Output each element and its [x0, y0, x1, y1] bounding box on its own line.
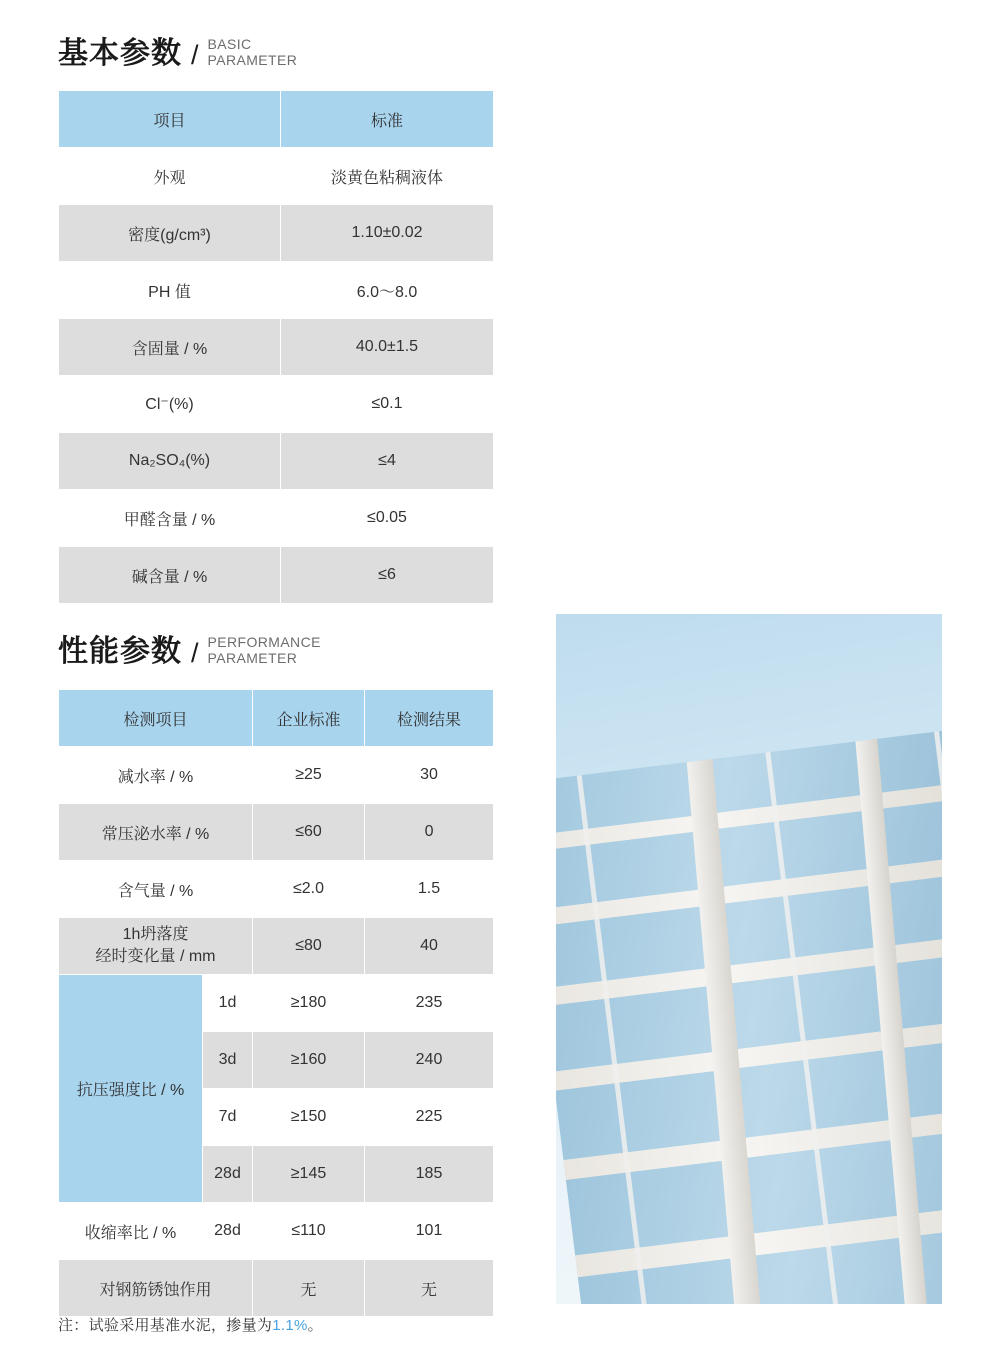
perf-row-9-item: 对钢筋锈蚀作用 [59, 1260, 253, 1317]
perf-header-item: 检测项目 [59, 690, 253, 747]
perf-row-7-age: 28d [203, 1146, 253, 1203]
perf-row-3-item [59, 918, 253, 975]
perf-row-3-result: 40 [365, 918, 494, 975]
perf-row-4-age: 1d [203, 975, 253, 1032]
perf-header-result: 检测结果 [365, 690, 494, 747]
table-row [59, 1203, 494, 1260]
performance-parameter-table [58, 689, 494, 1317]
perf-row-6-result: 225 [365, 1089, 494, 1146]
perf-row-2-result: 1.5 [365, 861, 494, 918]
table-row [59, 319, 494, 376]
building-facade [556, 720, 942, 1304]
table-row [59, 1260, 494, 1317]
basic-header-item: 项目 [59, 91, 281, 148]
basic-heading-en-line1: BASIC [207, 36, 252, 52]
perf-row-8-age: 28d [203, 1203, 253, 1260]
perf-row-0-standard: ≥25 [253, 747, 365, 804]
basic-parameter-table [58, 90, 494, 604]
perf-row-4-result: 235 [365, 975, 494, 1032]
perf-row-1-standard: ≤60 [253, 804, 365, 861]
perf-row-9-standard: 无 [253, 1260, 365, 1317]
perf-row-8-item: 收缩率比 / % [59, 1203, 203, 1260]
basic-heading-zh: 基本参数 [58, 37, 182, 71]
building-photo [556, 614, 942, 1304]
perf-strength-group-label: 抗压强度比 / % [59, 975, 203, 1203]
table-row [59, 804, 494, 861]
perf-row-2-item: 含气量 / % [59, 861, 253, 918]
basic-row-7-standard: ≤6 [281, 547, 494, 604]
basic-row-2-standard: 6.0～8.0 [281, 262, 494, 319]
table-row [59, 376, 494, 433]
table-row [59, 918, 494, 975]
basic-heading-en-line2: PARAMETER [207, 52, 298, 69]
perf-row-2-standard: ≤2.0 [253, 861, 365, 918]
perf-row-8-standard: ≤110 [253, 1203, 365, 1260]
table-row [59, 205, 494, 262]
table-header-row [59, 91, 494, 148]
perf-row-4-standard: ≥180 [253, 975, 365, 1032]
performance-heading-zh: 性能参数 [58, 635, 182, 669]
perf-row-1-item: 常压泌水率 / % [59, 804, 253, 861]
table-row [59, 975, 494, 1032]
table-row [59, 747, 494, 804]
basic-row-4-standard: ≤0.1 [281, 376, 494, 433]
basic-row-7-item: 碱含量 / % [59, 547, 281, 604]
basic-heading-en [208, 36, 298, 69]
perf-row-7-standard: ≥145 [253, 1146, 365, 1203]
table-header-row [59, 690, 494, 747]
perf-row-5-result: 240 [365, 1032, 494, 1089]
basic-row-6-item: 甲醛含量 / % [59, 490, 281, 547]
perf-row-3-item-line1: 1h坍落度 [122, 926, 189, 944]
perf-row-3-item-line2: 经时变化量 / mm [95, 948, 216, 965]
basic-row-1-item: 密度(g/cm³) [59, 205, 281, 262]
basic-row-0-standard: 淡黄色粘稠液体 [281, 148, 494, 205]
basic-row-5-item: Na₂SO₄(%) [59, 433, 281, 490]
basic-heading-slash: / [191, 40, 199, 71]
basic-row-3-standard: 40.0±1.5 [281, 319, 494, 376]
table-row [59, 148, 494, 205]
perf-row-8-result: 101 [365, 1203, 494, 1260]
table-row [59, 433, 494, 490]
basic-parameter-heading [58, 36, 297, 69]
basic-row-6-standard: ≤0.05 [281, 490, 494, 547]
performance-heading-slash: / [191, 638, 199, 669]
perf-row-9-result: 无 [365, 1260, 494, 1317]
performance-parameter-heading [58, 634, 321, 667]
perf-row-3-standard: ≤80 [253, 918, 365, 975]
performance-heading-en-line1: PERFORMANCE [207, 634, 321, 650]
basic-header-standard: 标准 [281, 91, 494, 148]
perf-row-6-age: 7d [203, 1089, 253, 1146]
perf-row-1-result: 0 [365, 804, 494, 861]
performance-heading-en [208, 634, 321, 667]
perf-row-0-item: 减水率 / % [59, 747, 253, 804]
note-value: 1.1% [272, 1317, 308, 1334]
basic-row-3-item: 含固量 / % [59, 319, 281, 376]
table-row [59, 547, 494, 604]
basic-row-5-standard: ≤4 [281, 433, 494, 490]
perf-row-5-standard: ≥160 [253, 1032, 365, 1089]
note-suffix: 。 [307, 1317, 323, 1334]
basic-row-0-item: 外观 [59, 148, 281, 205]
perf-row-5-age: 3d [203, 1032, 253, 1089]
basic-row-4-item: Cl⁻(%) [59, 376, 281, 433]
basic-row-1-standard: 1.10±0.02 [281, 205, 494, 262]
basic-row-2-item: PH 值 [59, 262, 281, 319]
table-row [59, 861, 494, 918]
table-row [59, 490, 494, 547]
table-note [58, 1314, 323, 1335]
table-row [59, 262, 494, 319]
note-prefix: 注：试验采用基准水泥，掺量为 [58, 1317, 273, 1334]
perf-row-6-standard: ≥150 [253, 1089, 365, 1146]
perf-row-0-result: 30 [365, 747, 494, 804]
perf-header-standard: 企业标准 [253, 690, 365, 747]
performance-heading-en-line2: PARAMETER [207, 650, 298, 667]
perf-row-7-result: 185 [365, 1146, 494, 1203]
